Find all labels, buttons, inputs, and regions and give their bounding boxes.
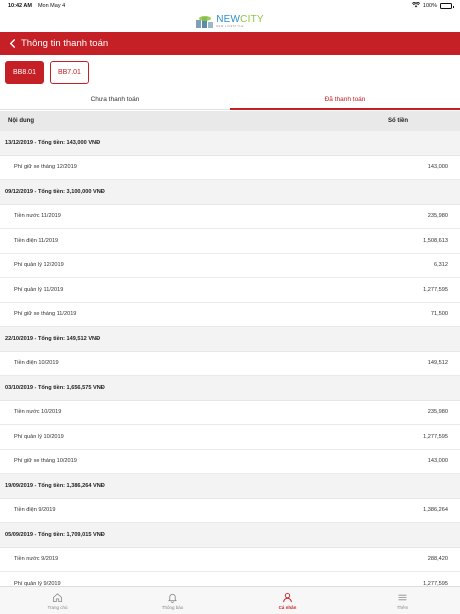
home-icon: [52, 592, 63, 603]
item-amount: 235,980: [427, 409, 448, 416]
list-item[interactable]: [0, 352, 460, 377]
item-name: Phí giữ xe tháng 11/2019: [14, 311, 77, 318]
item-amount: 1,277,595: [423, 580, 448, 586]
item-amount: 143,000: [427, 458, 448, 465]
item-name: Phí giữ xe tháng 12/2019: [14, 164, 77, 171]
battery-percent: 100%: [422, 3, 437, 9]
logo-name-part2: CITY: [240, 14, 264, 26]
item-amount: 235,980: [427, 213, 448, 220]
column-amount: Số tiền: [387, 118, 408, 124]
group-header: 19/09/2019 - Tổng tiền: 1,386,264 VNĐ: [0, 474, 460, 499]
item-name: Tiền nước 11/2019: [14, 213, 61, 220]
bell-icon: [167, 592, 178, 603]
payment-list[interactable]: [0, 131, 460, 586]
item-name: Phí quản lý 9/2019: [14, 580, 61, 586]
tab-profile-label: Cá nhân: [278, 604, 297, 610]
list-item[interactable]: [0, 499, 460, 524]
tab-home[interactable]: [0, 587, 115, 614]
group-header: 05/09/2019 - Tổng tiền: 1,709,015 VNĐ: [0, 523, 460, 548]
item-amount: 149,512: [427, 360, 448, 367]
logo-mark-icon: [196, 16, 214, 28]
item-name: Tiền điện 11/2019: [14, 237, 59, 244]
item-amount: 1,277,595: [423, 286, 448, 293]
list-item[interactable]: [0, 205, 460, 230]
tab-profile[interactable]: [230, 587, 345, 614]
list-item[interactable]: [0, 450, 460, 475]
battery-icon: [440, 3, 452, 9]
list-item[interactable]: [0, 156, 460, 181]
tab-unpaid[interactable]: Chưa thanh toán: [90, 96, 140, 103]
list-item[interactable]: [0, 254, 460, 279]
item-amount: 1,277,595: [423, 433, 448, 440]
item-amount: 143,000: [427, 164, 448, 171]
status-left: [8, 3, 65, 9]
page-title: Thông tin thanh toán: [21, 38, 109, 49]
wifi-icon: [412, 2, 420, 10]
menu-icon: [397, 592, 408, 603]
list-item[interactable]: [0, 229, 460, 254]
apartment-chip-bb8-01[interactable]: BB8.01: [5, 61, 44, 84]
tab-notifications-label: Thông báo: [161, 604, 184, 610]
list-item[interactable]: [0, 425, 460, 450]
status-bar: [0, 0, 460, 12]
logo-name-part1: NEW: [216, 14, 241, 26]
tab-paid[interactable]: Đã thanh toán: [230, 90, 460, 109]
status-time: 10:42 AM: [8, 3, 32, 9]
logo-tagline: NEW LIFESTYLE: [216, 25, 244, 29]
logo-bar: [0, 12, 460, 32]
item-name: Tiền nước 9/2019: [14, 556, 59, 563]
tab-more-label: Thêm: [396, 604, 409, 610]
table-header: [0, 111, 460, 131]
tab-home-label: Trang chủ: [47, 604, 68, 610]
newcity-logo: [196, 15, 264, 29]
item-amount: 71,500: [430, 311, 448, 318]
item-amount: 6,312: [434, 262, 448, 269]
item-name: Tiền điện 9/2019: [14, 507, 56, 514]
list-item[interactable]: [0, 303, 460, 328]
tab-more[interactable]: [345, 587, 460, 614]
item-name: Phí giữ xe tháng 10/2019: [14, 458, 77, 465]
status-date: Mon May 4: [37, 3, 66, 9]
person-icon: [282, 592, 293, 603]
back-chevron-icon[interactable]: [6, 38, 18, 50]
item-amount: 288,420: [427, 556, 448, 563]
item-name: Phí quản lý 11/2019: [14, 286, 64, 293]
item-amount: 1,386,264: [423, 507, 448, 514]
group-header: 09/12/2019 - Tổng tiền: 3,100,000 VNĐ: [0, 180, 460, 205]
apartment-chip-bb7-01[interactable]: BB7.01: [50, 61, 89, 84]
list-item[interactable]: [0, 278, 460, 303]
apartment-selector: [0, 55, 460, 90]
column-content: Nội dung: [8, 118, 34, 124]
item-name: Tiền điện 10/2019: [14, 360, 59, 367]
list-item[interactable]: [0, 572, 460, 586]
payment-tabs: [0, 90, 460, 110]
group-header: 22/10/2019 - Tổng tiền: 149,512 VNĐ: [0, 327, 460, 352]
group-header: 13/12/2019 - Tổng tiền: 143,000 VNĐ: [0, 131, 460, 156]
tab-notifications[interactable]: [115, 587, 230, 614]
item-name: Phí quản lý 10/2019: [14, 433, 64, 440]
list-item[interactable]: [0, 401, 460, 426]
status-right: [412, 2, 452, 10]
list-item[interactable]: [0, 548, 460, 573]
bottom-tab-bar: [0, 586, 460, 614]
item-amount: 1,508,613: [423, 237, 448, 244]
group-header: 03/10/2019 - Tổng tiền: 1,656,575 VNĐ: [0, 376, 460, 401]
item-name: Tiền nước 10/2019: [14, 409, 62, 416]
app-header: [0, 32, 460, 55]
item-name: Phí quản lý 12/2019: [14, 262, 64, 269]
